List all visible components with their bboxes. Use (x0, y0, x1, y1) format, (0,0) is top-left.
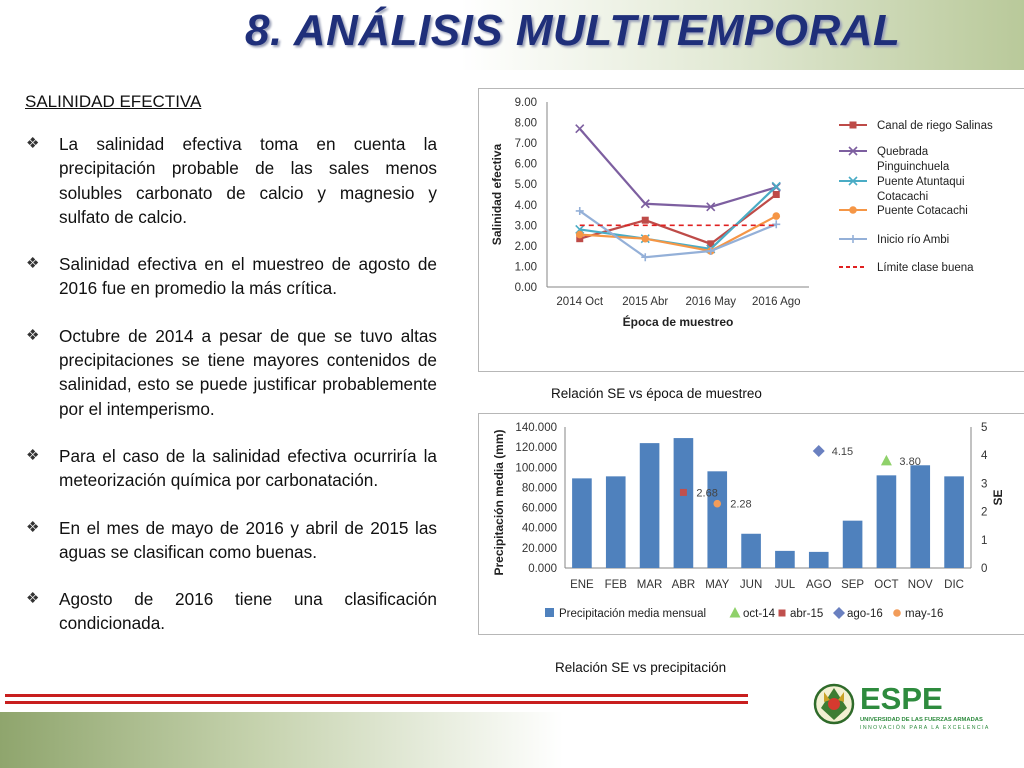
bullet-list (25, 132, 437, 659)
x-tick-label: ENE (570, 579, 594, 591)
legend-label: Canal de riego Salinas (877, 120, 993, 132)
se-point-label: 3.80 (899, 455, 921, 468)
bullet-item (25, 444, 437, 493)
bullet-item (25, 516, 437, 565)
legend-label: oct-14 (743, 608, 775, 620)
y-tick-label: 40.000 (521, 522, 557, 535)
legend-label: abr-15 (790, 608, 824, 620)
y2-tick-label: 2 (981, 506, 988, 519)
data-point-marker (772, 220, 780, 228)
x-tick-label: DIC (944, 579, 964, 591)
precipitation-bar (572, 478, 592, 568)
se-point-marker (881, 455, 892, 466)
legend-swatch (545, 608, 554, 617)
legend-marker (730, 607, 741, 618)
bullet-text: Agosto de 2016 tiene una clasificación condicionada. (59, 589, 437, 634)
diamond-bullet-icon: ❖ (26, 326, 40, 344)
y-axis-title: Precipitación media (mm) (492, 429, 506, 576)
x-tick-label: JUL (774, 579, 796, 591)
logo-line2: INNOVACIÓN PARA LA EXCELENCIA (860, 725, 990, 731)
bullet-item (25, 252, 437, 301)
legend-label: may-16 (905, 608, 944, 620)
precipitation-bar (741, 534, 761, 568)
y-tick-label: 4.00 (514, 199, 537, 212)
y-tick-label: 8.00 (514, 117, 537, 130)
legend-marker (779, 610, 786, 617)
x-tick-label: MAY (705, 579, 730, 591)
x-tick-label: AGO (805, 579, 832, 591)
precipitation-bar (809, 552, 829, 568)
legend-marker (849, 206, 857, 214)
data-point-marker (772, 182, 780, 190)
red-divider (5, 701, 748, 704)
precipitation-bar (606, 476, 626, 568)
logo-wordmark: ESPE (860, 681, 943, 716)
se-point-marker (713, 500, 721, 508)
chart1-caption: Relación SE vs época de muestreo (551, 386, 762, 401)
legend-label: Puente Cotacachi (877, 205, 968, 217)
bullet-text: Para el caso de la salinidad efectiva ocurriría la meteorización química por carbonatación. (59, 445, 437, 491)
espe-logo (812, 678, 997, 736)
precipitation-bar (707, 471, 727, 568)
y-tick-label: 0.00 (514, 282, 537, 294)
diamond-bullet-icon: ❖ (26, 135, 40, 152)
line-chart-svg (479, 89, 1024, 371)
section-subtitle: SALINIDAD EFECTIVA (25, 92, 202, 111)
x-tick-label: 2016 Ago (751, 296, 801, 308)
bullet-item (25, 132, 437, 229)
precipitation-bar (640, 443, 660, 568)
se-point-label: 4.15 (831, 445, 854, 458)
diamond-bullet-icon: ❖ (26, 446, 40, 464)
legend-label: Precipitación media mensual (559, 608, 707, 620)
y-tick-label: 5.00 (514, 179, 537, 192)
diamond-bullet-icon: ❖ (26, 590, 40, 608)
series-line (580, 129, 777, 207)
precipitation-bar (674, 438, 694, 568)
y-tick-label: 9.00 (514, 97, 537, 109)
legend-label: Quebrada (877, 146, 929, 158)
legend-label-cont: Cotacachi (877, 191, 929, 203)
data-point-marker (772, 212, 780, 220)
x-tick-label: MAR (636, 579, 663, 591)
y-tick-label: 3.00 (514, 220, 537, 233)
y2-tick-label: 3 (981, 478, 988, 491)
x-tick-label: NOV (907, 579, 933, 591)
chart2-caption: Relación SE vs precipitación (555, 660, 727, 675)
y-tick-label: 1.00 (514, 261, 537, 274)
x-axis-title: Época de muestreo (622, 315, 734, 329)
x-tick-label: OCT (874, 579, 899, 591)
logo-line1: UNIVERSIDAD DE LAS FUERZAS ARMADAS (860, 717, 983, 723)
se-point-label: 2.68 (696, 487, 718, 500)
espe-logo-graphic (812, 678, 997, 736)
legend-label-cont: Pinguinchuela (877, 161, 950, 173)
legend-marker (833, 607, 845, 619)
x-tick-label: 2015 Abr (622, 296, 669, 308)
se-point-marker (813, 445, 825, 457)
y-tick-label: 140.000 (515, 422, 557, 434)
diamond-bullet-icon: ❖ (26, 518, 40, 536)
legend-marker (849, 235, 857, 243)
precipitation-bar (944, 476, 964, 568)
bullet-item (25, 324, 437, 421)
y-tick-label: 7.00 (514, 138, 537, 151)
bullet-text: Salinidad efectiva en el muestreo de agosto de 2016 fue en promedio la más crítica. (59, 254, 437, 299)
se-point-label: 2.28 (730, 498, 752, 511)
legend-label: Límite clase buena (877, 262, 974, 274)
salinity-line-chart (478, 88, 1024, 372)
bullet-text: Octubre de 2014 a pesar de que se tuvo altas precipitaciones se tiene mayores contenidos de salinidad, esto se puede justificar probablemente por el intemperismo. (59, 325, 437, 419)
y-tick-label: 20.000 (521, 542, 557, 555)
y-tick-label: 0.000 (528, 563, 557, 575)
precipitation-bar (877, 475, 897, 568)
data-point-marker (642, 217, 649, 224)
legend-label: ago-16 (847, 608, 883, 620)
y2-axis-title: SE (991, 489, 1005, 506)
precipitation-bar (775, 551, 795, 568)
y2-tick-label: 1 (981, 534, 988, 547)
bullet-text: En el mes de mayo de 2016 y abril de 2015 las aguas se clasifican como buenas. (59, 517, 437, 562)
red-divider (5, 694, 748, 697)
precipitation-bar (910, 465, 930, 568)
legend-label: Inicio río Ambi (877, 234, 950, 246)
slide-title: 8. ANÁLISIS MULTITEMPORAL (245, 6, 901, 55)
y-tick-label: 2.00 (514, 240, 537, 253)
y2-tick-label: 5 (981, 422, 988, 434)
y-tick-label: 120.000 (515, 442, 557, 455)
data-point-marker (773, 191, 780, 198)
legend-label: Puente Atuntaqui (877, 176, 965, 188)
y-tick-label: 100.000 (515, 462, 557, 475)
bullet-text: La salinidad efectiva toma en cuenta la precipitación probable de las sales menos solubles carbonato de calcio y magnesio y sulfato de calcio. (59, 134, 437, 227)
x-tick-label: FEB (604, 579, 627, 591)
se-point-marker (680, 489, 687, 496)
data-point-marker (576, 125, 584, 133)
diamond-bullet-icon: ❖ (26, 255, 40, 273)
x-tick-label: JUN (739, 579, 763, 591)
precipitation-bar-chart (478, 413, 1024, 635)
bullet-item (25, 587, 437, 636)
legend-marker (850, 122, 857, 129)
x-tick-label: SEP (841, 579, 865, 591)
y-tick-label: 60.000 (521, 502, 557, 515)
y2-tick-label: 4 (981, 450, 988, 463)
bar-chart-svg (479, 414, 1024, 634)
data-point-marker (576, 231, 584, 239)
data-point-marker (641, 235, 649, 243)
x-tick-label: ABR (671, 579, 696, 591)
y2-tick-label: 0 (981, 563, 988, 575)
x-tick-label: 2014 Oct (556, 296, 604, 308)
x-tick-label: 2016 May (685, 296, 737, 308)
y-tick-label: 6.00 (514, 158, 537, 171)
precipitation-bar (843, 521, 863, 568)
legend-marker (893, 609, 901, 617)
y-axis-title: Salinidad efectiva (490, 143, 504, 246)
y-tick-label: 80.000 (521, 482, 557, 495)
